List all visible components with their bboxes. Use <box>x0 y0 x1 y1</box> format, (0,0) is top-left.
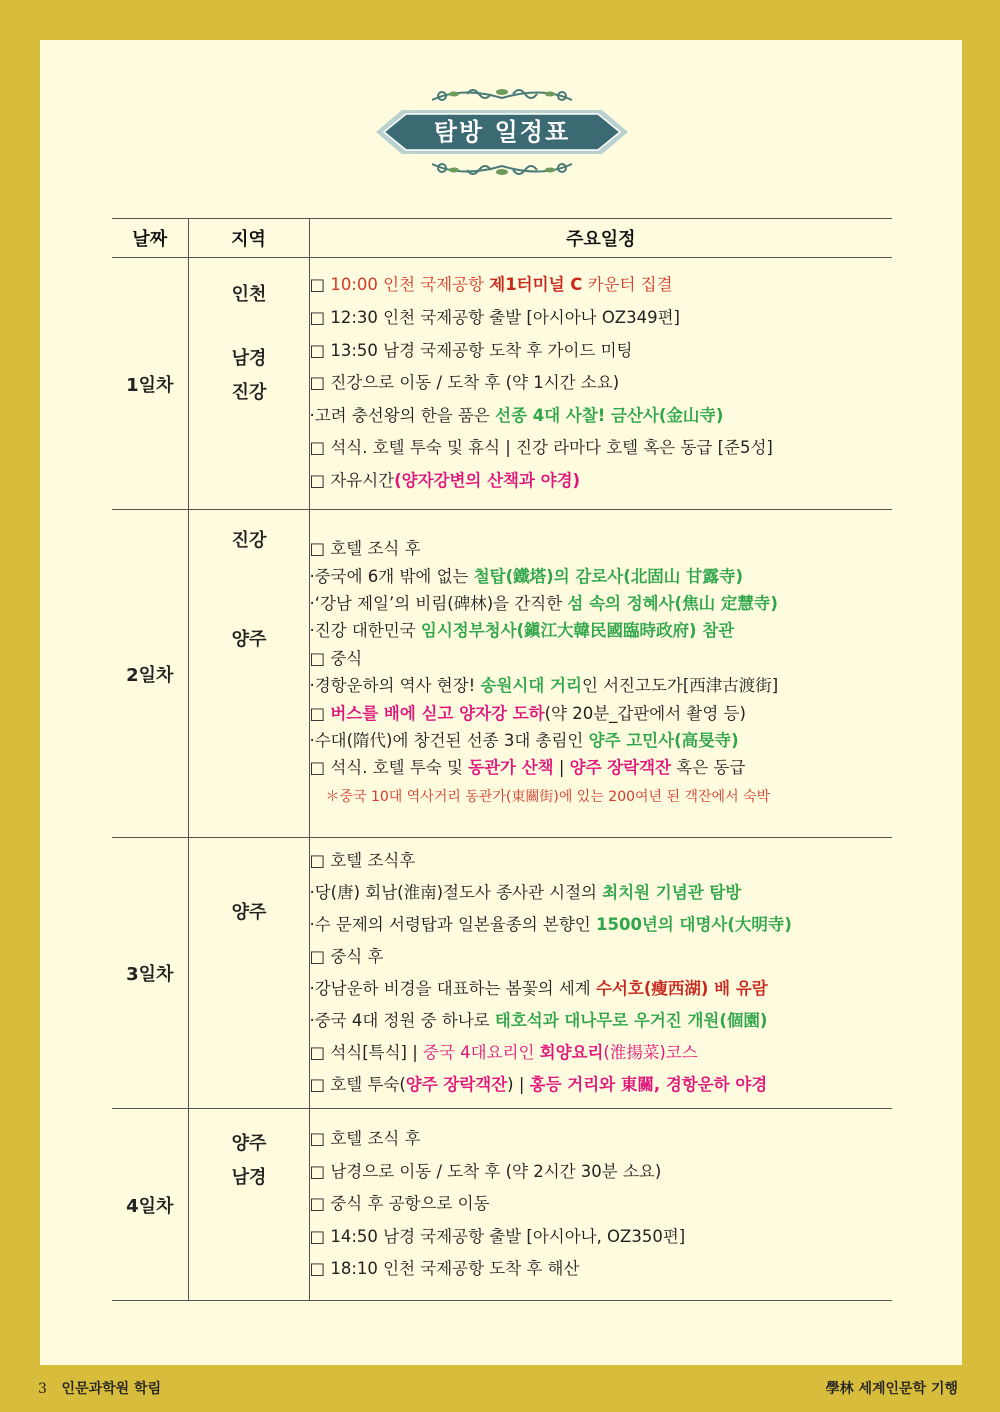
schedule-text: □ 18:10 인천 국제공항 도착 후 해산 <box>309 1259 580 1279</box>
schedule-text: | <box>553 758 570 778</box>
schedule-text: □ 자유시간 <box>309 470 395 490</box>
schedule-item <box>310 535 893 562</box>
schedule-cell <box>309 838 892 1109</box>
schedule-item <box>310 754 893 781</box>
region-cell <box>188 258 309 510</box>
day-row <box>112 510 892 838</box>
schedule-text: 제1터미널 C <box>489 275 583 295</box>
region-cell <box>188 510 309 838</box>
day-label: 4일차 <box>112 1109 188 1301</box>
schedule-item <box>310 909 893 941</box>
schedule-text: 카운터 집결 <box>582 275 673 295</box>
schedule-text: (淮揚菜)코스 <box>603 1043 698 1063</box>
table-header-row <box>112 219 892 258</box>
schedule-text: ·‘강남 제일’의 비림(碑林)을 간직한 <box>309 593 568 613</box>
region-cell <box>188 838 309 1109</box>
day-row <box>112 838 892 1109</box>
schedule-item <box>310 302 893 335</box>
schedule-item <box>310 727 893 754</box>
schedule-text: 1500년의 대명사(大明寺) <box>596 914 792 934</box>
schedule-text: □ 호텔 조식후 <box>309 850 416 870</box>
schedule-text: ·중국에 6개 밖에 없는 <box>309 566 474 586</box>
day-label: 3일차 <box>112 838 188 1109</box>
schedule-note: ＊중국 10대 역사거리 동관가(東關街)에 있는 200여년 된 객잔에서 숙박 <box>325 788 771 805</box>
schedule-text: 양주 장락객잔 <box>569 758 672 778</box>
schedule-text: □ 중식 <box>309 648 363 668</box>
schedule-item <box>310 1037 893 1069</box>
schedule-item <box>310 563 893 590</box>
schedule-text: □ 호텔 투숙( <box>309 1075 406 1095</box>
schedule-item <box>310 367 893 400</box>
schedule-text: 회양요리 <box>539 1043 604 1063</box>
schedule-text: 송원시대 거리 <box>480 676 582 696</box>
schedule-text: □ 중식 후 <box>309 946 384 966</box>
schedule-item <box>310 590 893 617</box>
schedule-text: 태호석과 대나무로 우거진 개원(個園) <box>494 1011 768 1031</box>
schedule-text: □ 호텔 조식 후 <box>309 539 421 559</box>
region-name: 진강 <box>231 382 267 403</box>
schedule-text: 중국 4대요리인 <box>423 1043 540 1063</box>
schedule-item <box>310 432 893 465</box>
schedule-item <box>310 1123 893 1156</box>
header-day: 날짜 <box>112 219 188 258</box>
schedule-text: □ 12:30 인천 국제공항 출발 [아시아나 OZ349편] <box>309 308 680 328</box>
page-number: 3 <box>38 1381 47 1397</box>
schedule-text: □ <box>309 703 331 723</box>
schedule-item <box>310 1253 893 1286</box>
schedule-cell <box>309 510 892 838</box>
region-name: 양주 <box>231 629 267 650</box>
region-cell <box>188 1109 309 1301</box>
day-label: 1일차 <box>112 258 188 510</box>
schedule-text: 홍등 거리와 東關, 경항운하 야경 <box>529 1075 768 1095</box>
schedule-text: 혹은 동급 <box>671 758 746 778</box>
schedule-item <box>310 1069 893 1101</box>
region-name: 양주 <box>231 902 267 923</box>
schedule-text: 버스를 배에 싣고 양자강 도하 <box>330 703 545 723</box>
header-schedule: 주요일정 <box>309 219 892 258</box>
schedule-text: 최치원 기념관 탐방 <box>602 882 742 902</box>
schedule-text: (양자강변의 산책과 야경) <box>394 470 581 490</box>
schedule-item <box>310 645 893 672</box>
schedule-item <box>310 1156 893 1189</box>
schedule-item <box>310 335 893 368</box>
region-name: 남경 <box>231 348 267 369</box>
region-name: 진강 <box>231 530 267 551</box>
schedule-item <box>310 845 893 877</box>
schedule-cell <box>309 1109 892 1301</box>
footer-right-text: 學林 세계인문학 기행 <box>825 1381 958 1397</box>
footer-left <box>38 1378 161 1398</box>
schedule-text: ·당(唐) 회남(淮南)절도사 종사관 시절의 <box>309 882 603 902</box>
schedule-item <box>310 1188 893 1221</box>
region-name: 남경 <box>231 1167 267 1188</box>
region-name: 양주 <box>231 1133 267 1154</box>
schedule-item <box>310 672 893 699</box>
schedule-text: □ 중식 후 공항으로 이동 <box>309 1194 490 1214</box>
schedule-text: 임시정부청사(鎭江大韓民國臨時政府) 참관 <box>420 621 735 641</box>
schedule-text: □ 진강으로 이동 / 도착 후 (약 1시간 소요) <box>309 373 620 393</box>
title-banner <box>372 82 632 182</box>
schedule-text: 수서호(瘦西湖) 배 유람 <box>596 979 768 998</box>
region-name: 인천 <box>231 284 267 305</box>
schedule-item <box>310 465 893 498</box>
schedule-item <box>310 269 893 302</box>
footer-left-text: 인문과학원 학림 <box>61 1381 162 1397</box>
page-sheet <box>40 40 962 1365</box>
schedule-text: 10:00 인천 국제공항 <box>330 275 490 295</box>
day-row <box>112 1109 892 1301</box>
schedule-text: ·경항운하의 역사 현장! <box>309 676 481 696</box>
schedule-text: 양주 고민사(高旻寺) <box>588 731 739 751</box>
schedule-item <box>310 400 893 433</box>
header-region: 지역 <box>188 219 309 258</box>
page-title: 탐방 일정표 <box>433 118 571 146</box>
schedule-text: 동관가 산책 <box>468 758 554 778</box>
schedule-item <box>310 617 893 644</box>
schedule-text: □ <box>309 275 331 295</box>
schedule-text: □ 석식[특식] | <box>309 1043 424 1063</box>
schedule-text: 철탑(鐵塔)의 감로사(北固山 甘露寺) <box>473 566 744 586</box>
day-row <box>112 258 892 510</box>
schedule-text: □ 석식. 호텔 투숙 및 <box>309 758 469 778</box>
schedule-text: ·강남운하 비경을 대표하는 봄꽃의 세계 <box>309 979 596 998</box>
schedule-text: ·중국 4대 정원 중 하나로 <box>309 1011 495 1031</box>
schedule-item <box>310 973 893 1005</box>
schedule-text: 양주 장락객잔 <box>405 1075 508 1095</box>
schedule-item <box>310 700 893 727</box>
schedule-text: (약 20분_갑판에서 촬영 등) <box>544 703 746 723</box>
schedule-text: □ 14:50 남경 국제공항 출발 [아시아나, OZ350편] <box>309 1226 686 1246</box>
schedule-text: □ 남경으로 이동 / 도착 후 (약 2시간 30분 소요) <box>309 1161 662 1181</box>
schedule-text: ·진강 대한민국 <box>309 621 421 641</box>
schedule-text: 인 서진고도가[西津古渡街] <box>581 676 779 696</box>
schedule-text: ·수 문제의 서령탑과 일본율종의 본향인 <box>309 914 596 934</box>
schedule-text: 선종 4대 사찰! 금산사(金山寺) <box>495 405 724 425</box>
schedule-table <box>112 218 892 1301</box>
schedule-cell <box>309 258 892 510</box>
schedule-text: ) | <box>507 1075 530 1095</box>
schedule-item <box>310 1005 893 1037</box>
schedule-item <box>310 1221 893 1254</box>
schedule-text: ·고려 충선왕의 한을 품은 <box>309 405 496 425</box>
schedule-text: □ 석식. 호텔 투숙 및 휴식 | 진강 라마다 호텔 혹은 동급 [준5성] <box>309 438 773 458</box>
schedule-text: 섬 속의 정혜사(焦山 定慧寺) <box>567 593 778 613</box>
schedule-text: □ 13:50 남경 국제공항 도착 후 가이드 미팅 <box>309 340 633 360</box>
schedule-text: □ 호텔 조식 후 <box>309 1129 421 1149</box>
schedule-text: ·수대(隋代)에 창건된 선종 3대 총림인 <box>309 731 589 751</box>
schedule-item <box>310 877 893 909</box>
schedule-item <box>310 941 893 973</box>
day-label: 2일차 <box>112 510 188 838</box>
